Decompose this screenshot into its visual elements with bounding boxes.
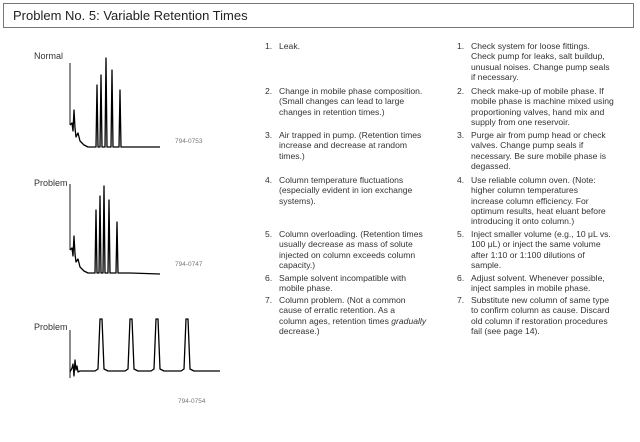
- solution-item-6: 6. Adjust solvent. Whenever possible, inject samples in mobile phase.: [457, 273, 605, 294]
- figure-code-normal: 794-0753: [175, 138, 203, 145]
- figure-code-problem-1: 794-0747: [175, 261, 203, 268]
- cause-item-4: 4. Column temperature fluctuations (especially evident in ion exchange systems).: [265, 175, 413, 206]
- figure-code-problem-2: 794-0754: [178, 398, 206, 405]
- cause-item-3: 3. Air trapped in pump. (Retention times increase and decrease at random times.): [265, 130, 422, 161]
- solution-item-4: 4. Use reliable column oven. (Note: higher column temperatures increase column efficiency. For optimum results, heat eluant before introducing it onto column.): [457, 175, 606, 227]
- figure-label-problem-2: Problem: [34, 322, 68, 332]
- solution-item-1: 1. Check system for loose fittings. Check pump for leaks, salt buildup, unusual noises. Change pump seals if necessary.: [457, 41, 610, 82]
- chromatogram-problem-2: [60, 310, 240, 390]
- solution-item-5: 5. Inject smaller volume (e.g., 10 μL vs. 100 μL) or inject the same volume after 1:10 or 1:100 dilutions of sample.: [457, 229, 611, 270]
- solution-item-7: 7. Substitute new column of same type to confirm column as cause. Discard old column if restoration procedures fail (see page 14).: [457, 295, 610, 336]
- chromatogram-trace: [70, 186, 160, 274]
- causes-column: [265, 0, 450, 442]
- figure-label-problem-1: Problem: [34, 178, 68, 188]
- page-title: Problem No. 5: Variable Retention Times: [13, 8, 248, 23]
- figure-label-normal: Normal: [34, 51, 64, 61]
- chromatogram-normal: [60, 55, 170, 165]
- chromatogram-problem-1: [60, 182, 170, 292]
- cause-item-1: 1. Leak.: [265, 41, 301, 51]
- chromatogram-trace: [70, 319, 220, 376]
- cause-item-7: 7. Column problem. (Not a common cause of erratic retention. As a column ages, retention times gradually decrease.): [265, 295, 427, 336]
- cause-item-5: 5. Column overloading. (Retention times usually decrease as mass of solute injected on column exceeds column capacity.): [265, 229, 423, 270]
- chromatogram-trace: [70, 58, 160, 147]
- solution-item-2: 2. Check make-up of mobile phase. If mobile phase is machine mixed using proportioning valves, hand mix and supply from one reservoir.: [457, 86, 614, 127]
- cause-item-2: 2. Change in mobile phase composition. (Small changes can lead to large changes in retention times.): [265, 86, 423, 117]
- solutions-column: [457, 0, 637, 442]
- cause-item-6: 6. Sample solvent incompatible with mobile phase.: [265, 273, 407, 294]
- solution-item-3: 3. Purge air from pump head or check valves. Change pump seals if necessary. Be sure mobile phase is degassed.: [457, 130, 607, 171]
